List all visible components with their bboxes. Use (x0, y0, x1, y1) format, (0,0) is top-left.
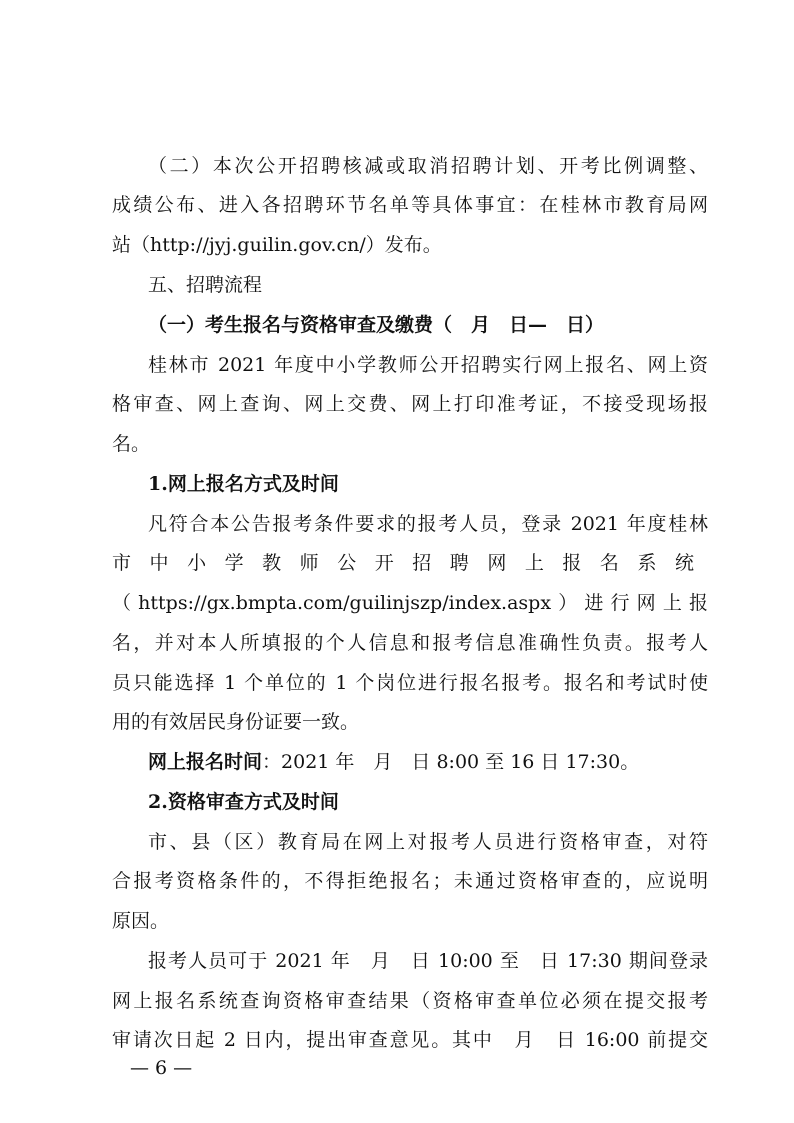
paragraph-line: 站（http://jyj.guilin.gov.cn/）发布。 (112, 234, 442, 256)
paragraph-line: （https://gx.bmpta.com/guilinjszp/index.aspx）进行网上报 (112, 592, 708, 614)
paragraph-line: 成绩公布、进入各招聘环节名单等具体事宜：在桂林市教育局网 (112, 194, 708, 216)
registration-time-label: 网上报名时间 (148, 751, 263, 773)
section-heading: 五、招聘流程 (148, 274, 263, 296)
registration-time-value: ：2021 年 月 日 8:00 至 16 日 17:30。 (262, 751, 640, 773)
paragraph-line: 报考人员可于 2021 年 月 日 10:00 至 日 17:30 期间登录 (148, 950, 708, 972)
paragraph-line: 原因。 (112, 910, 170, 932)
paragraph-line: （二）本次公开招聘核减或取消招聘计划、开考比例调整、 (148, 155, 708, 177)
item-heading: 2.资格审查方式及时间 (148, 791, 339, 813)
page-number: — 6 — (130, 1057, 193, 1079)
paragraph-line: 格审查、网上查询、网上交费、网上打印准考证，不接受现场报 (112, 393, 708, 415)
paragraph-line: 桂林市 2021 年度中小学教师公开招聘实行网上报名、网上资 (148, 354, 708, 376)
paragraph-line: 市中小学教师公开招聘网上报名系统 (112, 552, 708, 574)
item-heading: 1.网上报名方式及时间 (148, 473, 339, 495)
paragraph-line: 名，并对本人所填报的个人信息和报考信息准确性负责。报考人 (112, 632, 708, 654)
paragraph-line: 网上报名系统查询资格审查结果（资格审查单位必须在提交报考 (112, 990, 708, 1012)
paragraph-line: 员只能选择 1 个单位的 1 个岗位进行报名报考。报名和考试时使 (112, 672, 708, 694)
paragraph-line: 合报考资格条件的，不得拒绝报名；未通过资格审查的，应说明 (112, 870, 708, 892)
paragraph-line: 名。 (112, 433, 151, 455)
paragraph-line: 用的有效居民身份证要一致。 (112, 711, 360, 733)
paragraph-line: 凡符合本公告报考条件要求的报考人员，登录 2021 年度桂林 (148, 513, 708, 535)
paragraph-line: 审请次日起 2 日内，提出审查意见。其中 月 日 16:00 前提交 (112, 1029, 708, 1051)
paragraph-line: 市、县（区）教育局在网上对报考人员进行资格审查，对符 (148, 831, 708, 853)
subsection-heading: （一）考生报名与资格审查及缴费（ 月 日— 日） (148, 314, 605, 336)
registration-time-line (148, 746, 708, 778)
